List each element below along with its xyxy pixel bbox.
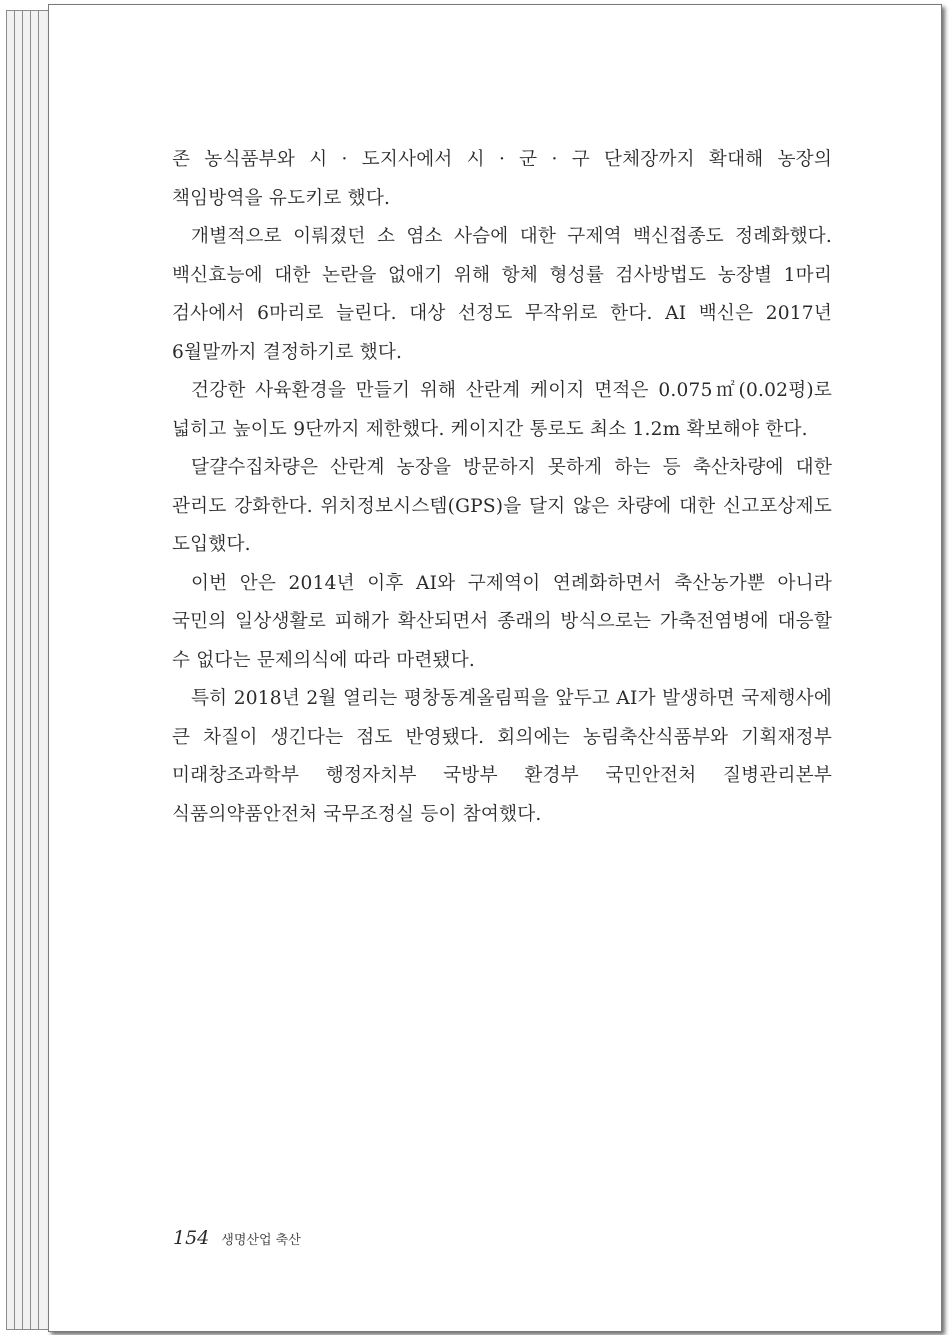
paragraph: 건강한 사육환경을 만들기 위해 산란계 케이지 면적은 0.075㎡(0.02평)로 넓히고 높이도 9단까지 제한했다. 케이지간 통로도 최소 1.2m 확보해야 한다.: [172, 380, 832, 440]
running-title: 생명산업 축산: [221, 1233, 301, 1248]
paragraph: 특히 2018년 2월 열리는 평창동계올림픽을 앞두고 AI가 발생하면 국제행사에 큰 차질이 생긴다는 점도 반영됐다. 회의에는 농림축산식품부와 기획재정부 미래창조과학부 행정자치부 국방부 환경부 국민안전처 질병관리본부 식품의약품안전처 국무조정실 등이 참여했다.: [172, 688, 832, 825]
body-text: [172, 141, 832, 834]
paragraph: 존 농식품부와 시 · 도지사에서 시 · 군 · 구 단체장까지 확대해 농장의 책임방역을 유도키로 했다.: [172, 149, 832, 209]
paragraph: 달걀수집차량은 산란계 농장을 방문하지 못하게 하는 등 축산차량에 대한 관리도 강화한다. 위치정보시스템(GPS)을 달지 않은 차량에 대한 신고포상제도 도입했다.: [172, 457, 832, 555]
page-number: 154: [173, 1227, 210, 1249]
page-footer: [173, 1227, 301, 1249]
paragraph: 이번 안은 2014년 이후 AI와 구제역이 연례화하면서 축산농가뿐 아니라 국민의 일상생활로 피해가 확산되면서 종래의 방식으로는 가축전염병에 대응할 수 없다는 문제의식에 따라 마련됐다.: [172, 572, 832, 671]
paragraph: 개별적으로 이뤄졌던 소 염소 사슴에 대한 구제역 백신접종도 정례화했다. 백신효능에 대한 논란을 없애기 위해 항체 형성률 검사방법도 농장별 1마리 검사에서 6마리로 늘린다. 대상 선정도 무작위로 한다. AI 백신은 2017년 6월말까지 결정하기로 했다.: [172, 226, 832, 363]
